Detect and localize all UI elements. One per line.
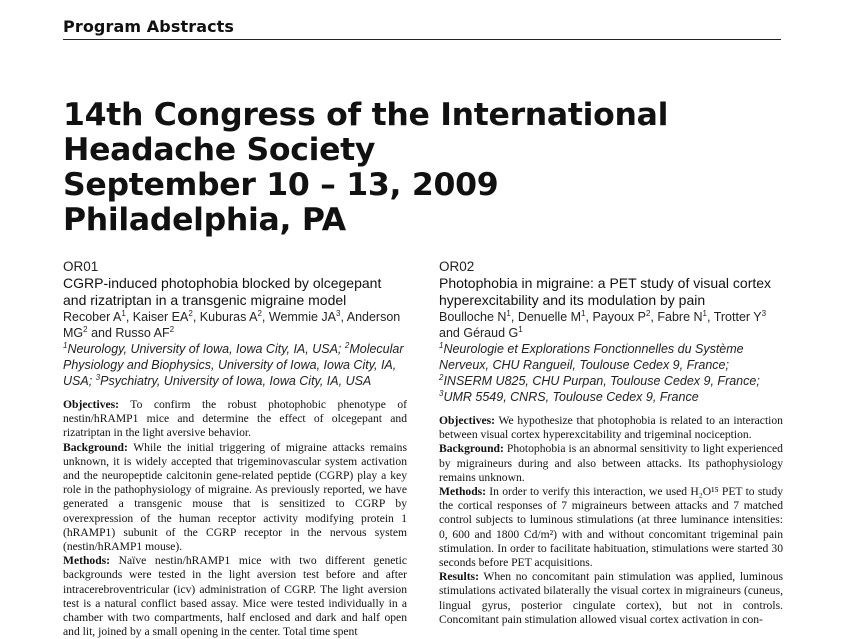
section-header: Program Abstracts [63,17,781,40]
methods-paragraph: Methods: In order to verify this interaction, we used H₂O¹⁵ PET to study the cortical responses of 7 migraineurs between attacks and 7 matched control subjects to luminous stimulations (at three luminance intensities: 0, 600 and 1800 Cd/m²) with and without concomitant trigeminal pain stimulation. In order to facilitate habituation, stimulations were started 30 seconds before PET acquisitions. [439,485,783,570]
author-list: Recober $A^1$, Kaiser $EA^2$, Kuburas $A^2$, Wemmie $JA^3$, Anderson $MG^2$ and Russo $AF^2$ [63,308,401,340]
author: Boulloche N [439,310,507,324]
affiliation: Neurology, University of Iowa, Iowa City, IA, USA; [67,342,342,356]
title-line: Headache Society [63,132,376,168]
author: Recober A [63,310,122,324]
background-paragraph: Background: While the initial triggering of migraine attacks remains unknown, it is widely accepted that trigeminovascular system activation and the neuropeptide calcitonin gene-related peptide (CGRP) play a key role in the pathophysiology of migraine. As previously reported, we have generated a transgenic mouse that is sensitized to CGRP by overexpression of the human receptor activity modifying protein 1 (hRAMP1) subunit of the CGRP receptor in the nervous system (nestin/hRAMP1 mouse). [63,440,407,554]
abstract-body [63,398,407,639]
objectives-paragraph: Objectives: To confirm the robust photophobic phenotype of nestin/hRAMP1 mice and determine the effect of olcegepant and rizatriptan in the light aversive behavior. [63,398,407,440]
affiliation-list: $^1$Neurologie et Explorations Fonctionnelles du Système Nerveux, CHU Rangueil, Toulouse Cedex 9, France; $^2$INSERM U825, CHU Purpan, Toulouse Cedex 9, France; $^3$UMR 5549, CNRS, Toulouse Cedex 9, France [439,340,760,404]
abstract-or02 [439,258,783,627]
title-line: 14th Congress of the International [63,97,669,133]
methods-paragraph: Methods: Naïve nestin/hRAMP1 mice with two different genetic backgrounds were tested in the light aversion test before and after intracerebroventricular (icv) administration of CGRP. The light aversion test is a natural conflict based assay. Mice were tested individually in a chamber with two compartments, half enclosed and dark and half open and lit, joined by a small opening in the center. Total time spent [63,554,407,639]
author: Russo AF [115,326,170,340]
author: Fabre N [657,310,703,324]
title-line: Philadelphia, PA [63,202,346,238]
abstract-id: OR01 [63,259,99,274]
author: Trotter Y [713,310,762,324]
author: Kuburas A [199,310,258,324]
abstract-or01 [63,258,407,639]
author-list: Boulloche $N^1$, Denuelle $M^1$, Payoux $P^2$, Fabre $N^1$, Trotter $Y^3$ and Géraud $G^1$ [439,308,767,340]
abstract-title: CGRP-induced photophobia blocked by olcegepant and rizatriptan in a transgenic migraine model [63,275,382,308]
congress-title [63,98,783,238]
background-paragraph: Background: Photophobia is an abnormal sensitivity to light experienced by migraineurs during and also between attacks. Its pathophysiology remains unknown. [439,442,783,484]
author: Géraud G [463,326,519,340]
author: Denuelle M [517,310,582,324]
affiliation-list: $^1$Neurology, University of Iowa, Iowa City, IA, USA; $^2$Molecular Physiology and Biophysics, University of Iowa, Iowa City, IA, USA; $^3$Psychiatry, University of Iowa, Iowa City, IA, USA [63,340,404,388]
affiliation: Molecular Physiology and Biophysics, University of Iowa, Iowa City, IA, USA; [63,342,404,388]
title-line: September 10 – 13, 2009 [63,167,499,203]
affiliation: INSERM U825, CHU Purpan, Toulouse Cedex 9, France; [443,374,760,388]
results-paragraph: Results: When no concomitant pain stimulation was applied, luminous stimulations activated bilaterally the visual cortex in migraineurs (cuneus, lingual gyrus, posterior cingulate cortex), but not in controls. Concomitant pain stimulation allowed visual cortex activation in con- [439,570,783,626]
author: Wemmie JA [268,310,337,324]
author: Kaiser EA [132,310,189,324]
affiliation: Neurologie et Explorations Fonctionnelles du Système Nerveux, CHU Rangueil, Toulouse Cedex 9, France; [439,342,744,372]
author: Payoux P [592,310,646,324]
abstract-title: Photophobia in migraine: a PET study of visual cortex hyperexcitability and its modulation by pain [439,275,772,308]
author: Anderson MG [63,310,401,340]
affiliation: Psychiatry, University of Iowa, Iowa City, IA, USA [100,374,372,388]
abstract-body [439,414,783,627]
objectives-paragraph: Objectives: We hypothesize that photophobia is related to an interaction between visual cortex hyperexcitability and trigeminal nociception. [439,414,783,442]
abstract-id: OR02 [439,259,475,274]
affiliation: UMR 5549, CNRS, Toulouse Cedex 9, France [443,390,699,404]
